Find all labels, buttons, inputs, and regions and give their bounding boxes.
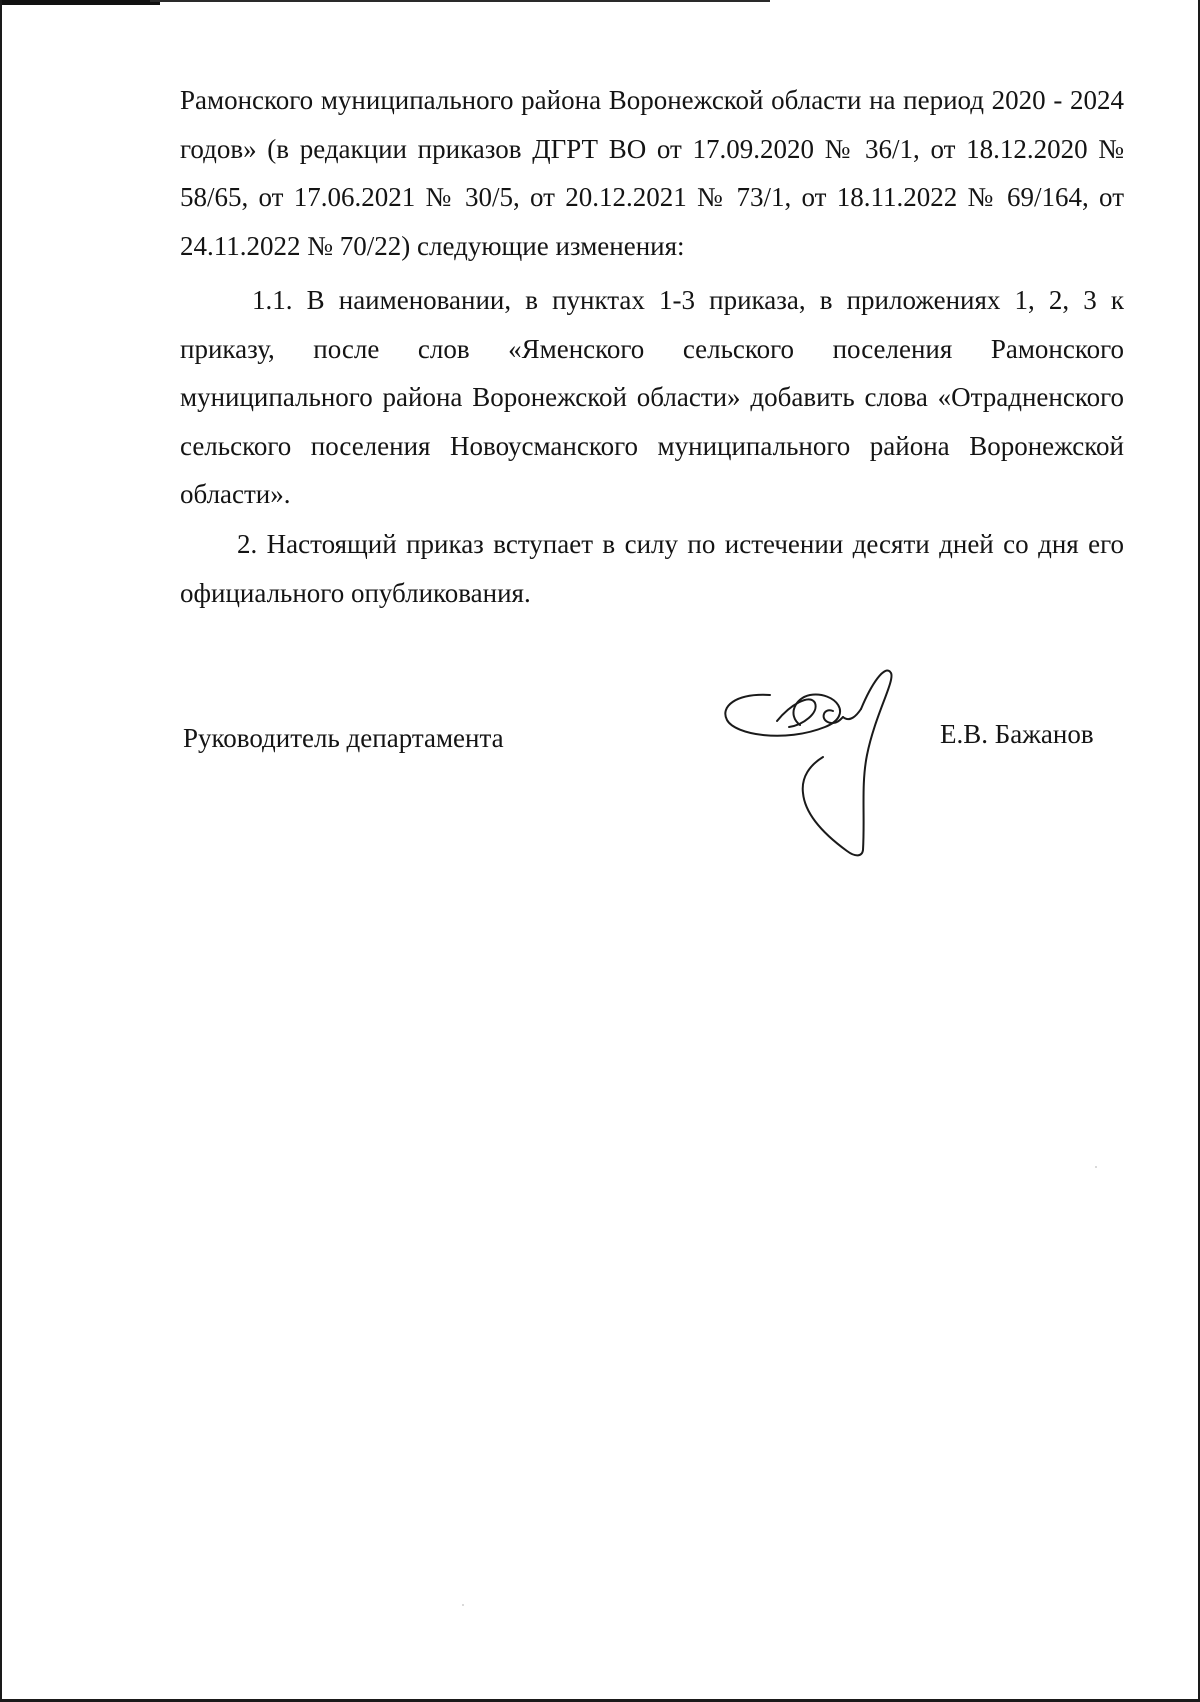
paragraph-2: 2. Настоящий приказ вступает в силу по истечении десяти дней со дня его официального опубликования. — [180, 529, 1124, 608]
signatory-name: Е.В. Бажанов — [940, 719, 1094, 749]
handwritten-signature — [715, 665, 925, 865]
scan-border-top-dark — [0, 0, 160, 5]
scan-border-top — [150, 0, 770, 2]
paragraph-1-1: 1.1. В наименовании, в пунктах 1-3 приказа, в приложениях 1, 2, 3 к приказу, после слов «Яменского сельского поселения Рамонского муниципального района Воронежской области» добавить слова «Отрадненского сельского поселения Новоусманского муниципального района Воронежской области». — [180, 285, 1124, 509]
scan-speck — [462, 1604, 464, 1606]
signatory-position: Руководитель департамента — [183, 723, 504, 753]
scan-border-left — [0, 0, 2, 1702]
paragraph-intro: Рамонского муниципального района Воронежской области на период 2020 - 2024 годов» (в редакции приказов ДГРТ ВО от 17.09.2020 № 36/1, от 18.12.2020 № 58/65, от 17.06.2021 № 30/5, от 20.12.2021 № 73/1, от 18.11.2022 № 69/164, от 24.11.2022 № 70/22) следующие изменения: — [180, 85, 1124, 261]
scan-speck — [1095, 1166, 1097, 1168]
